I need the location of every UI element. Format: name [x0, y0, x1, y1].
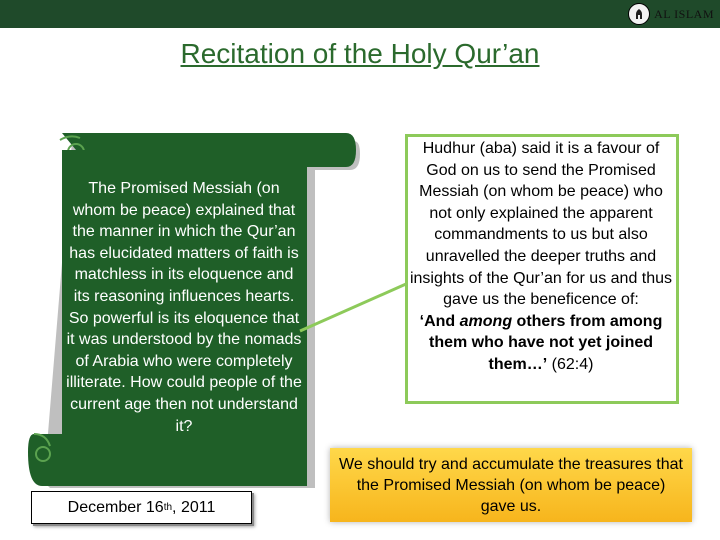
scroll-bottom-roll: [28, 434, 307, 486]
date-rest: , 2011: [172, 498, 216, 516]
date-suffix: th: [163, 502, 173, 513]
right-body: Hudhur (aba) said it is a favour of God on us to send the Promised Messiah (on whom be peace) who not only explained the apparent commandments to us but also unravelled the deeper truths and insights of the Qur’an for us and thus gave us the beneficence of:: [409, 140, 673, 309]
connector-line: [300, 284, 406, 331]
scroll-text: The Promised Messiah (on whom be peace) explained that the manner in which the Qur’an has elucidated matters of faith is matchless in its eloquence and its reasoning influences hearts. So powerful is its eloquence that it was understood by the nomads of Arabia who were completely illiterate. How could people of the current age then not understand it?: [66, 180, 302, 435]
date-label: [31, 491, 252, 524]
date-prefix: December 16: [67, 498, 164, 516]
logo-text: AL ISLAM: [654, 6, 714, 21]
right-text: [406, 138, 676, 376]
quote-reference: (62:4): [547, 355, 594, 373]
callout-box: We should try and accumulate the treasures that the Promised Messiah (on whom be peace) gave us.: [330, 448, 692, 522]
quote-emphasis: among: [459, 312, 513, 330]
slide-title: Recitation of the Holy Qur’an: [180, 38, 540, 69]
quote-part-b: others from among them who have not yet joined them…’: [428, 312, 663, 373]
quran-quote: [420, 313, 663, 373]
quote-part-a: ‘And: [419, 312, 460, 330]
